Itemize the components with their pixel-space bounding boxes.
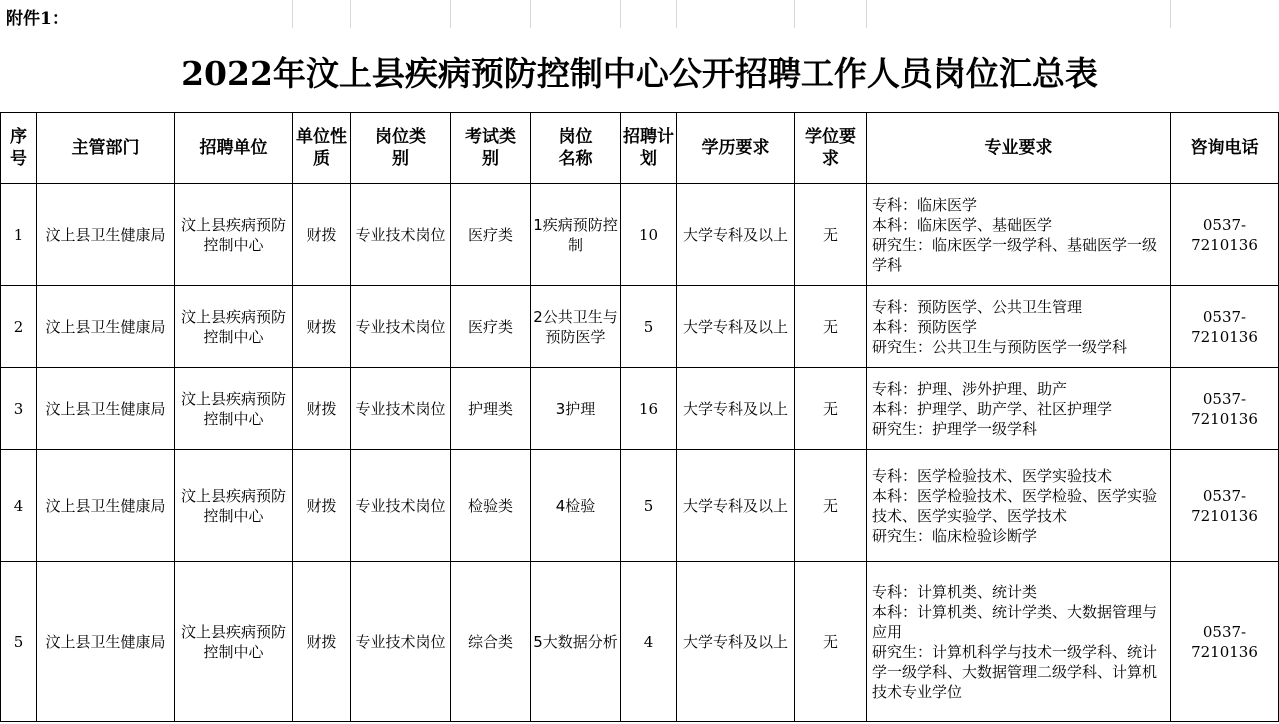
cell-no: 1 — [1, 184, 37, 286]
cell-nature: 财拨 — [293, 450, 351, 562]
header-row — [1, 113, 1279, 184]
header-dept: 主管部门 — [37, 113, 175, 184]
major-line: 专科：医学检验技术、医学实验技术 — [872, 466, 1113, 485]
major-line: 专科：护理、涉外护理、助产 — [872, 379, 1068, 398]
header-plan: 招聘计划 — [621, 113, 677, 184]
cell-degree: 无 — [795, 184, 867, 286]
cell-exam: 医疗类 — [451, 184, 531, 286]
major-line: 本科：护理学、助产学、社区护理学 — [872, 399, 1113, 418]
cell-dept: 汶上县卫生健康局 — [37, 184, 175, 286]
major-line: 本科：预防医学 — [872, 317, 978, 336]
cell-category: 专业技术岗位 — [351, 450, 451, 562]
header-edu: 学历要求 — [677, 113, 795, 184]
cell-edu: 大学专科及以上 — [677, 286, 795, 368]
cell-degree: 无 — [795, 562, 867, 722]
header-category: 岗位类别 — [351, 113, 451, 184]
recruitment-table — [0, 112, 1279, 722]
cell-unit: 汶上县疾病预防控制中心 — [175, 184, 293, 286]
cell-plan: 4 — [621, 562, 677, 722]
cell-plan: 16 — [621, 368, 677, 450]
cell-nature: 财拨 — [293, 368, 351, 450]
cell-phone: 0537-7210136 — [1171, 286, 1279, 368]
cell-degree: 无 — [795, 286, 867, 368]
major-line: 本科：计算机类、统计学类、大数据管理与应用 — [872, 602, 1158, 641]
cell-unit: 汶上县疾病预防控制中心 — [175, 562, 293, 722]
cell-edu: 大学专科及以上 — [677, 184, 795, 286]
cell-major — [867, 450, 1171, 562]
cell-phone: 0537-7210136 — [1171, 450, 1279, 562]
major-line: 研究生：临床检验诊断学 — [872, 526, 1038, 545]
cell-exam: 医疗类 — [451, 286, 531, 368]
cell-exam: 护理类 — [451, 368, 531, 450]
cell-post: 5大数据分析 — [531, 562, 621, 722]
header-nature: 单位性质 — [293, 113, 351, 184]
cell-plan: 5 — [621, 286, 677, 368]
cell-unit: 汶上县疾病预防控制中心 — [175, 450, 293, 562]
cell-degree: 无 — [795, 450, 867, 562]
cell-category: 专业技术岗位 — [351, 286, 451, 368]
table-row — [1, 562, 1279, 722]
header-unit: 招聘单位 — [175, 113, 293, 184]
cell-phone: 0537-7210136 — [1171, 562, 1279, 722]
cell-edu: 大学专科及以上 — [677, 562, 795, 722]
major-line: 专科：预防医学、公共卫生管理 — [872, 297, 1083, 316]
header-post: 岗位名称 — [531, 113, 621, 184]
cell-post: 2公共卫生与预防医学 — [531, 286, 621, 368]
header-no: 序号 — [1, 113, 37, 184]
cell-post: 4检验 — [531, 450, 621, 562]
header-degree: 学位要求 — [795, 113, 867, 184]
cell-category: 专业技术岗位 — [351, 562, 451, 722]
cell-category: 专业技术岗位 — [351, 368, 451, 450]
cell-post: 3护理 — [531, 368, 621, 450]
cell-edu: 大学专科及以上 — [677, 450, 795, 562]
cell-unit: 汶上县疾病预防控制中心 — [175, 286, 293, 368]
table-row — [1, 368, 1279, 450]
major-line: 专科：计算机类、统计类 — [872, 582, 1038, 601]
page-title: 2022年汶上县疾病预防控制中心公开招聘工作人员岗位汇总表 — [181, 54, 1098, 93]
major-line: 本科：临床医学、基础医学 — [872, 215, 1053, 234]
cell-major — [867, 368, 1171, 450]
cell-no: 3 — [1, 368, 37, 450]
cell-major — [867, 184, 1171, 286]
cell-unit: 汶上县疾病预防控制中心 — [175, 368, 293, 450]
header-exam: 考试类别 — [451, 113, 531, 184]
cell-nature: 财拨 — [293, 184, 351, 286]
major-line: 研究生：护理学一级学科 — [872, 419, 1038, 438]
table-row — [1, 184, 1279, 286]
cell-category: 专业技术岗位 — [351, 184, 451, 286]
cell-exam: 综合类 — [451, 562, 531, 722]
cell-major — [867, 562, 1171, 722]
cell-edu: 大学专科及以上 — [677, 368, 795, 450]
cell-major — [867, 286, 1171, 368]
cell-nature: 财拨 — [293, 286, 351, 368]
major-line: 研究生：计算机科学与技术一级学科、统计学一级学科、大数据管理二级学科、计算机技术专业学位 — [872, 642, 1158, 701]
cell-dept: 汶上县卫生健康局 — [37, 286, 175, 368]
cell-exam: 检验类 — [451, 450, 531, 562]
cell-plan: 10 — [621, 184, 677, 286]
table-row — [1, 286, 1279, 368]
cell-no: 5 — [1, 562, 37, 722]
spreadsheet-gridlines — [174, 0, 1279, 28]
major-line: 专科：临床医学 — [872, 195, 978, 214]
cell-no: 4 — [1, 450, 37, 562]
header-major: 专业要求 — [867, 113, 1171, 184]
cell-post: 1疾病预防控制 — [531, 184, 621, 286]
table-row — [1, 450, 1279, 562]
major-line: 研究生：临床医学一级学科、基础医学一级学科 — [872, 235, 1158, 274]
cell-degree: 无 — [795, 368, 867, 450]
cell-phone: 0537-7210136 — [1171, 368, 1279, 450]
cell-phone: 0537-7210136 — [1171, 184, 1279, 286]
cell-dept: 汶上县卫生健康局 — [37, 562, 175, 722]
cell-nature: 财拨 — [293, 562, 351, 722]
cell-plan: 5 — [621, 450, 677, 562]
cell-no: 2 — [1, 286, 37, 368]
cell-dept: 汶上县卫生健康局 — [37, 450, 175, 562]
header-phone: 咨询电话 — [1171, 113, 1279, 184]
attachment-label: 附件1： — [6, 9, 69, 29]
major-line: 研究生：公共卫生与预防医学一级学科 — [872, 337, 1128, 356]
major-line: 本科：医学检验技术、医学检验、医学实验技术、医学实验学、医学技术 — [872, 486, 1158, 525]
cell-dept: 汶上县卫生健康局 — [37, 368, 175, 450]
